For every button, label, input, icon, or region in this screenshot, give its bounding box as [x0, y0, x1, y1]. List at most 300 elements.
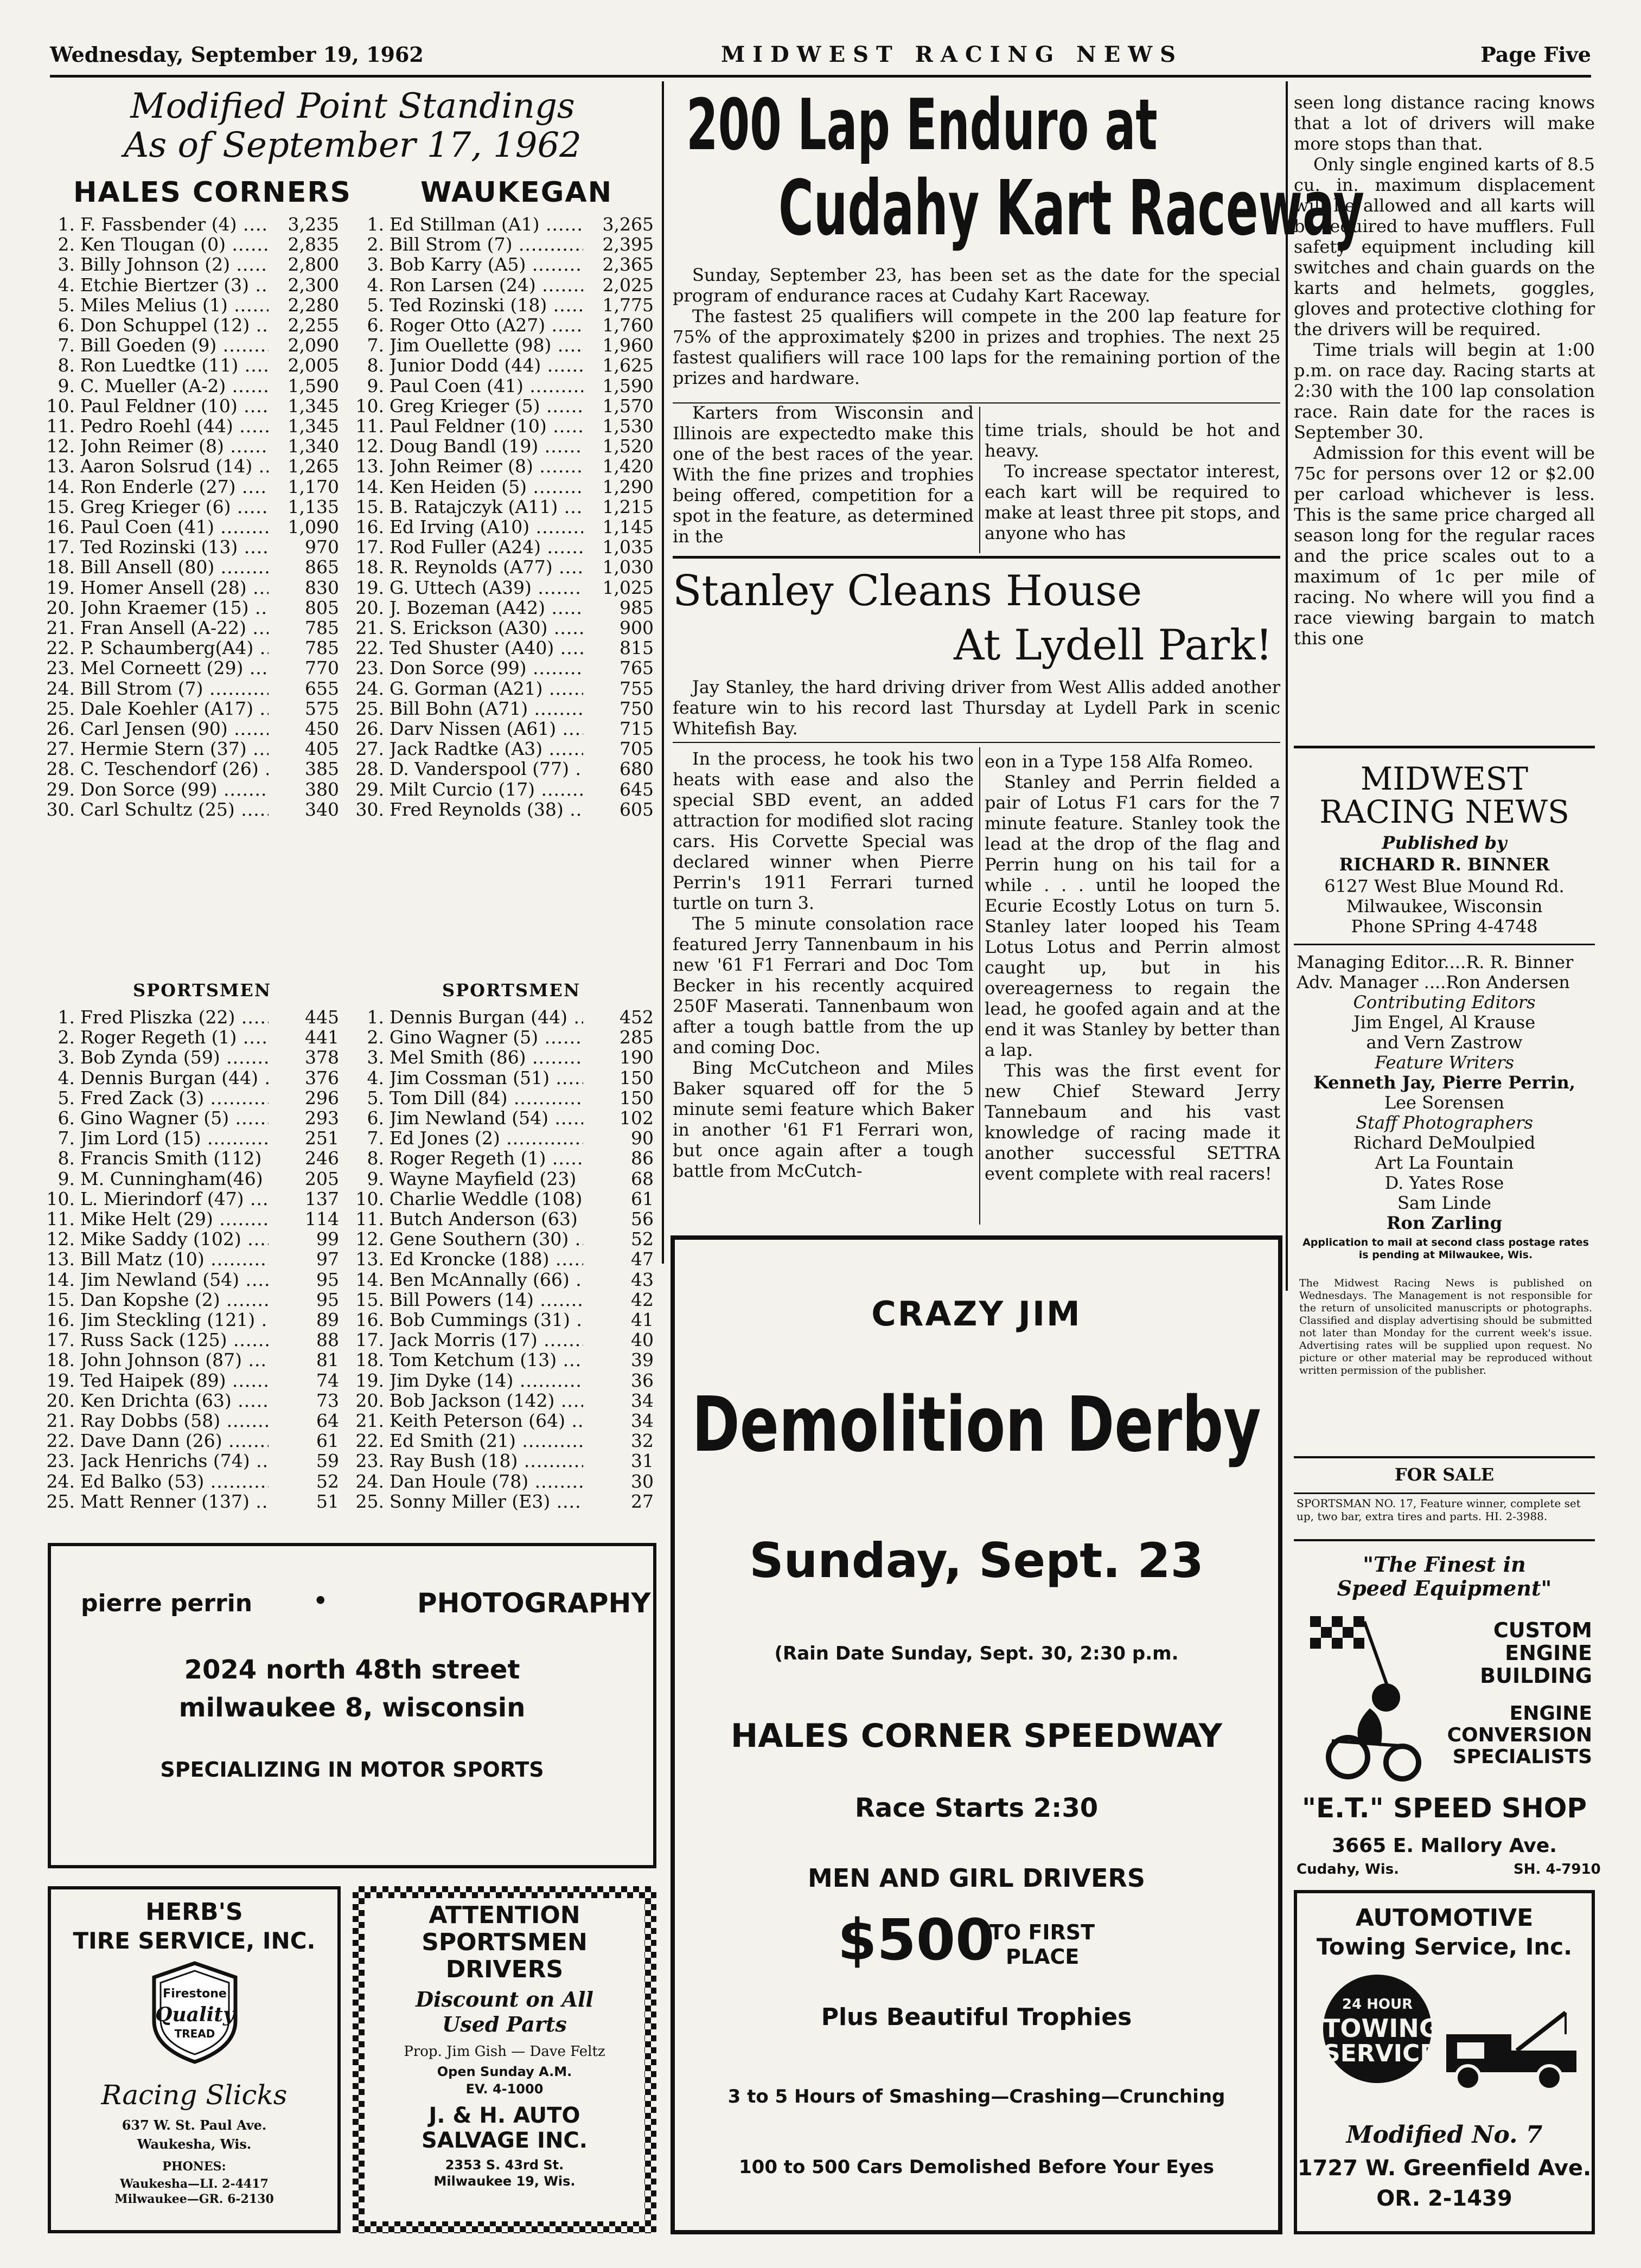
- stanley-col-a-1: In the process, he took his two heats with ease and also the special SBD event, an added attraction for modified slot racing cars. His Corvette Special was declared winner when Pierre Perrin's 1911 Ferrari turned turtle on turn 3.: [673, 748, 974, 913]
- firestone-badge-icon: [149, 1961, 241, 2064]
- standings-row: [353, 799, 654, 819]
- driver-points: 1,030: [602, 556, 654, 578]
- driver-points: 59: [316, 1450, 339, 1472]
- driver-name: John Reimer (8) .....: [390, 456, 583, 476]
- driver-points: 95: [316, 1289, 339, 1310]
- driver-name: Ray Dobbs (58) .....: [80, 1411, 269, 1431]
- standings-rank: 2.: [367, 1027, 384, 1048]
- driver-name: Ed Irving (A10) .....: [390, 517, 583, 537]
- driver-name: Mel Corneett (29) .....: [80, 658, 269, 678]
- quality-text: Quality: [155, 2003, 234, 2026]
- driver-points: 68: [631, 1168, 654, 1189]
- standings-row: [353, 1209, 654, 1229]
- standings-rank: 9.: [58, 375, 75, 396]
- driver-name: Don Sorce (99) .....: [80, 779, 269, 799]
- driver-name: Jack Morris (17) .....: [390, 1330, 583, 1350]
- driver-name: C. Mueller (A-2) .....: [80, 376, 269, 396]
- derby-title: Demolition Derby: [692, 1381, 1261, 1469]
- publisher-address: 6127 West Blue Mound Rd.: [1324, 876, 1565, 896]
- driver-points: 2,395: [602, 234, 654, 255]
- driver-points: 90: [631, 1127, 654, 1149]
- standings-row: [353, 1451, 654, 1471]
- driver-name: Fran Ansell (A-22) .....: [80, 618, 269, 638]
- perrin-name: pierre perrin: [81, 1590, 253, 1617]
- driver-points: 1,960: [602, 335, 654, 356]
- standings-row: [353, 436, 654, 456]
- standings-row: [43, 396, 339, 416]
- driver-name: John Kraemer (15) .....: [80, 598, 269, 618]
- standings-row: [43, 355, 339, 375]
- driver-name: Fred Reynolds (38) .....: [390, 799, 583, 819]
- driver-name: Bill Powers (14) .....: [390, 1290, 583, 1310]
- standings-rank: 3.: [58, 1047, 75, 1068]
- driver-points: 64: [316, 1410, 339, 1432]
- stanley-col-b-2: This was the first event for new Chief Steward Jerry Tannebaum and his vast knowledge of racing made it another successful SETTRA event complete with real racers!: [985, 1060, 1280, 1184]
- driver-name: Ron Larsen (24) .....: [390, 275, 583, 295]
- standings-rank: 15.: [46, 1289, 75, 1310]
- standings-rank: 28.: [46, 758, 75, 780]
- hales-sportsmen-list: [43, 1007, 339, 1511]
- derby-date: Sunday, Sept. 23: [749, 1533, 1204, 1588]
- towing-badge-3: SERVICE: [1323, 2040, 1436, 2067]
- standings-row: [353, 1169, 654, 1189]
- standings-row: [353, 1068, 654, 1088]
- standings-rank: 14.: [355, 476, 384, 497]
- driver-points: 47: [631, 1248, 654, 1270]
- driver-points: 605: [620, 798, 654, 820]
- standings-rank: 22.: [46, 637, 75, 659]
- adv-manager: Adv. Manager ....Ron Andersen: [1297, 972, 1570, 992]
- standings-rank: 6.: [367, 315, 384, 336]
- standings-row: [353, 1027, 654, 1047]
- standings-row: [43, 497, 339, 517]
- driver-points: 1,035: [602, 536, 654, 558]
- standings-row: [353, 517, 654, 537]
- standings-rank: 21.: [46, 1410, 75, 1432]
- driver-points: 95: [316, 1268, 339, 1290]
- driver-name: F. Fassbender (4) .....: [80, 214, 269, 234]
- driver-points: 1,775: [602, 294, 654, 316]
- standings-row: [353, 315, 654, 335]
- page-header: [50, 38, 1591, 71]
- enduro-lead: Sunday, September 23, has been set as the date for the special program of endurance races at Cudahy Kart Raceway.: [673, 265, 1280, 306]
- standings-rank: 11.: [355, 1208, 384, 1230]
- standings-row: [43, 598, 339, 618]
- driver-points: 150: [620, 1067, 654, 1088]
- driver-points: 900: [620, 617, 654, 639]
- standings-rank: 6.: [58, 1107, 75, 1129]
- driver-points: 1,145: [602, 516, 654, 538]
- standings-row: [43, 456, 339, 476]
- standings-rank: 1.: [58, 1007, 75, 1028]
- driver-name: Paul Coen (41) .....: [80, 517, 269, 537]
- standings-row: [353, 719, 654, 739]
- standings-rank: 9.: [58, 1168, 75, 1189]
- standings-title-1: Modified Point Standings: [130, 86, 575, 126]
- standings-rank: 16.: [355, 1309, 384, 1331]
- stanley-col-b-0: eon in a Type 158 Alfa Romeo.: [985, 751, 1254, 772]
- driver-points: 575: [305, 697, 339, 719]
- demolition-derby-ad: [671, 1235, 1282, 2234]
- standings-rank: 2.: [58, 1027, 75, 1048]
- for-sale-text: SPORTSMAN NO. 17, Feature winner, complete set up, two bar, extra tires and parts. HI. 2-3988.: [1297, 1497, 1581, 1523]
- driver-points: 89: [316, 1309, 339, 1331]
- herbs-tire-service: TIRE SERVICE, INC.: [73, 1927, 316, 1954]
- driver-name: Roger Regeth (1) .....: [80, 1027, 269, 1047]
- driver-name: Ken Heiden (5) .....: [390, 477, 583, 497]
- et-ad-rule: [1294, 1539, 1595, 1541]
- feature-1: Kenneth Jay, Pierre Perrin,: [1313, 1072, 1575, 1093]
- salvage-used-parts: Used Parts: [442, 2012, 567, 2036]
- standings-row: [43, 436, 339, 456]
- hales-heading: HALES CORNERS: [73, 176, 352, 209]
- standings-row: [43, 1128, 339, 1148]
- driver-points: 205: [305, 1168, 339, 1189]
- standings-rank: 25.: [355, 1490, 384, 1512]
- driver-name: Bill Goeden (9) .....: [80, 335, 269, 355]
- et-slogan-1: "The Finest in: [1363, 1552, 1526, 1577]
- bullet: •: [312, 1585, 329, 1617]
- standings-row: [353, 1290, 654, 1310]
- driver-points: 2,800: [288, 254, 339, 276]
- driver-name: Don Schuppel (12) .....: [80, 315, 269, 335]
- towing-badge-icon: [1323, 1975, 1440, 2083]
- standings-row: [353, 1471, 654, 1491]
- driver-points: 865: [305, 556, 339, 578]
- issue-date: Wednesday, September 19, 1962: [50, 42, 424, 67]
- contrib-label: Contributing Editors: [1353, 992, 1536, 1013]
- standings-rank: 19.: [355, 576, 384, 598]
- derby-venue: HALES CORNER SPEEDWAY: [730, 1717, 1223, 1755]
- standings-row: [43, 1391, 339, 1411]
- standings-row: [353, 1431, 654, 1451]
- driver-points: 86: [631, 1148, 654, 1169]
- stanley-col-rule: [979, 747, 980, 1225]
- standings-row: [43, 1370, 339, 1391]
- driver-name: Etchie Biertzer (3) .....: [80, 275, 269, 295]
- driver-name: Dennis Burgan (44) .....: [80, 1068, 269, 1088]
- driver-points: 3,235: [288, 214, 339, 235]
- masthead-name-1: MIDWEST: [1360, 760, 1529, 797]
- standings-row: [43, 1169, 339, 1189]
- enduro-col-b-2: To increase spectator interest, each kart will be required to make at least three pit stops, and anyone who has: [985, 461, 1280, 543]
- salvage-drivers: DRIVERS: [445, 1956, 564, 1983]
- driver-points: 2,280: [288, 294, 339, 316]
- standings-row: [353, 1370, 654, 1391]
- driver-name: Jack Henrichs (74) .....: [80, 1451, 269, 1471]
- et-city: Cudahy, Wis.: [1297, 1861, 1400, 1878]
- standings-row: [353, 1491, 654, 1511]
- masthead-mid-rule: [1294, 944, 1595, 945]
- driver-points: 1,590: [288, 375, 339, 396]
- perrin-specializing: SPECIALIZING IN MOTOR SPORTS: [160, 1758, 544, 1782]
- et-s1: CUSTOM: [1493, 1618, 1592, 1642]
- standings-row: [353, 1270, 654, 1290]
- standings-rank: 26.: [355, 718, 384, 740]
- standings-rank: 16.: [46, 1309, 75, 1331]
- driver-name: Jim Ouellette (98) .....: [390, 335, 583, 355]
- standings-rank: 11.: [46, 1208, 75, 1230]
- standings-title-2: As of September 17, 1962: [124, 125, 582, 165]
- staff-1: Richard DeMoulpied: [1353, 1132, 1536, 1153]
- driver-name: G. Uttech (A39) .....: [390, 578, 583, 598]
- et-s5: CONVERSION: [1447, 1724, 1592, 1746]
- standings-row: [353, 578, 654, 598]
- derby-prize-note-1: TO FIRST: [989, 1920, 1095, 1944]
- standings-row: [353, 295, 654, 315]
- driver-name: Bill Bohn (A71) .....: [390, 699, 583, 719]
- standings-row: [43, 1491, 339, 1511]
- standings-rank: 5.: [367, 1087, 384, 1109]
- driver-name: Doug Bandl (19) .....: [390, 436, 583, 456]
- standings-rank: 26.: [46, 718, 75, 740]
- standings-row: [353, 234, 654, 254]
- standings-row: [353, 658, 654, 678]
- standings-rank: 12.: [355, 435, 384, 457]
- herbs-phone-1: Waukesha—LI. 2-4417: [120, 2177, 269, 2191]
- driver-points: 52: [316, 1470, 339, 1492]
- stanley-rule: [673, 742, 1280, 743]
- driver-points: 1,090: [288, 516, 339, 538]
- standings-rank: 15.: [355, 1289, 384, 1310]
- standings-row: [353, 1148, 654, 1168]
- driver-points: 73: [316, 1389, 339, 1411]
- driver-points: 1,025: [602, 576, 654, 598]
- standings-rank: 29.: [355, 778, 384, 800]
- standings-rank: 10.: [46, 395, 75, 417]
- driver-name: B. Ratajczyk (A11) .....: [390, 497, 583, 517]
- driver-name: Miles Melius (1) .....: [80, 295, 269, 315]
- driver-name: Darv Nissen (A61) .....: [390, 719, 583, 739]
- derby-cars: 100 to 500 Cars Demolished Before Your Eyes: [739, 2156, 1214, 2178]
- driver-name: Sonny Miller (E3) .....: [390, 1491, 583, 1511]
- standings-rank: 2.: [58, 234, 75, 255]
- salvage-name-2: SALVAGE INC.: [422, 2128, 588, 2153]
- perrin-address-1: 2024 north 48th street: [184, 1655, 520, 1685]
- standings-rank: 30.: [355, 798, 384, 820]
- standings-rank: 15.: [46, 496, 75, 517]
- standings-rank: 17.: [46, 1329, 75, 1351]
- towing-phone: OR. 2-1439: [1376, 2186, 1512, 2211]
- herbs-phones-label: PHONES:: [162, 2160, 226, 2174]
- publisher: RICHARD R. BINNER: [1339, 854, 1550, 875]
- driver-points: 30: [631, 1470, 654, 1492]
- driver-points: 97: [316, 1248, 339, 1270]
- driver-name: Ed Smith (21) .....: [390, 1431, 583, 1451]
- salvage-name-1: J. & H. AUTO: [429, 2103, 580, 2128]
- header-rule: [50, 75, 1591, 78]
- driver-name: Carl Schultz (25) .....: [80, 799, 269, 819]
- driver-points: 251: [305, 1127, 339, 1149]
- standings-row: [353, 1047, 654, 1067]
- standings-rank: 3.: [367, 1047, 384, 1068]
- driver-points: 1,420: [602, 456, 654, 477]
- et-s6: SPECIALISTS: [1452, 1746, 1592, 1768]
- contrib-1: Jim Engel, Al Krause: [1353, 1012, 1536, 1033]
- article-divider: [673, 556, 1280, 559]
- standings-rank: 2.: [367, 234, 384, 255]
- standings-rank: 23.: [355, 657, 384, 679]
- driver-name: Greg Krieger (5) .....: [390, 396, 583, 416]
- standings-row: [353, 779, 654, 799]
- page-number: Page Five: [1480, 42, 1591, 67]
- enduro-r3: Time trials will begin at 1:00 p.m. on race day. Racing starts at 2:30 with the 100 lap consolation race. Rain date for the races is September 30.: [1294, 339, 1595, 443]
- standings-row: [353, 739, 654, 759]
- driver-points: 645: [620, 778, 654, 800]
- standings-rank: 8.: [58, 355, 75, 376]
- driver-points: 1,520: [602, 435, 654, 457]
- standings-rank: 11.: [355, 415, 384, 437]
- standings-rank: 20.: [355, 1389, 384, 1411]
- driver-name: Dan Houle (78) .....: [390, 1471, 583, 1491]
- standings-row: [43, 1290, 339, 1310]
- driver-points: 285: [620, 1027, 654, 1048]
- standings-row: [353, 456, 654, 476]
- driver-name: Ray Bush (18) .....: [390, 1451, 583, 1471]
- standings-rank: 25.: [355, 697, 384, 719]
- stanley-intro: [673, 677, 1280, 739]
- standings-rank: 13.: [355, 456, 384, 477]
- staff-2: Art La Fountain: [1375, 1152, 1514, 1173]
- standings-rank: 23.: [46, 1450, 75, 1472]
- driver-points: 2,300: [288, 274, 339, 296]
- standings-rank: 19.: [355, 1369, 384, 1391]
- driver-points: 81: [316, 1349, 339, 1371]
- standings-row: [353, 759, 654, 779]
- standings-row: [43, 1189, 339, 1209]
- driver-name: Mike Helt (29) .....: [80, 1209, 269, 1229]
- towing-ad: [1294, 1890, 1595, 2234]
- standings-row: [43, 799, 339, 819]
- standings-row: [353, 497, 654, 517]
- driver-points: 2,255: [288, 315, 339, 336]
- standings-row: [43, 1148, 339, 1168]
- standings-rank: 20.: [46, 1389, 75, 1411]
- driver-points: 441: [305, 1027, 339, 1048]
- driver-points: 376: [305, 1067, 339, 1088]
- standings-row: [43, 1108, 339, 1128]
- hales-sportsmen-heading: SPORTSMEN: [133, 980, 272, 1001]
- standings-row: [43, 1431, 339, 1451]
- standings-row: [43, 275, 339, 295]
- herbs-name: HERB'S: [145, 1898, 243, 1926]
- driver-points: 102: [620, 1107, 654, 1129]
- standings-rank: 5.: [367, 294, 384, 316]
- standings-rank: 30.: [46, 798, 75, 820]
- et-services-2: [1424, 1703, 1592, 1768]
- driver-name: Ed Stillman (A1) .....: [390, 214, 583, 234]
- enduro-col-b-1: time trials, should be hot and heavy.: [985, 420, 1280, 461]
- standings-rank: 8.: [367, 1148, 384, 1169]
- driver-name: Junior Dodd (44) .....: [390, 355, 583, 375]
- staff-label: Staff Photographers: [1356, 1112, 1533, 1133]
- standings-row: [43, 335, 339, 355]
- for-sale-rule: [1294, 1456, 1595, 1458]
- driver-name: Bill Ansell (80) .....: [80, 557, 269, 577]
- driver-name: Mike Saddy (102) .....: [80, 1229, 269, 1249]
- tread-text: TREAD: [174, 2027, 215, 2040]
- driver-points: 41: [631, 1309, 654, 1331]
- driver-name: Charlie Weddle (108) .....: [390, 1189, 583, 1209]
- enduro-p2: The fastest 25 qualifiers will compete in the 200 lap feature for 75% of the approximately $200 in prizes and trophies. The next 25 fastest qualifiers will race 100 laps for the remaining portion of the prizes and hardware.: [673, 306, 1280, 388]
- driver-name: C. Teschendorf (26) .....: [80, 759, 269, 779]
- salvage-open: Open Sunday A.M.: [437, 2064, 572, 2079]
- driver-points: 34: [631, 1410, 654, 1432]
- staff-3: D. Yates Rose: [1384, 1173, 1504, 1193]
- standings-row: [43, 1249, 339, 1269]
- contrib-2: and Vern Zastrow: [1366, 1032, 1523, 1053]
- standings-rank: 18.: [46, 556, 75, 578]
- standings-row: [43, 315, 339, 335]
- driver-name: Ken Tlougan (0) .....: [80, 234, 269, 254]
- standings-row: [43, 1270, 339, 1290]
- driver-name: Don Sorce (99) .....: [390, 658, 583, 678]
- publisher-phone: Phone SPring 4-4748: [1351, 916, 1538, 937]
- et-s4: ENGINE: [1509, 1702, 1592, 1725]
- stanley-col-a: [673, 748, 974, 1181]
- standings-rank: 14.: [46, 1268, 75, 1290]
- towing-badge-1: 24 HOUR: [1342, 1996, 1413, 2013]
- feature-label: Feature Writers: [1375, 1052, 1514, 1073]
- salvage-ad: [353, 1886, 656, 2233]
- derby-start: Race Starts 2:30: [854, 1793, 1099, 1823]
- driver-points: 31: [631, 1450, 654, 1472]
- standings-rank: 4.: [367, 1067, 384, 1088]
- standings-row: [43, 234, 339, 254]
- staff-5: Ron Zarling: [1386, 1213, 1503, 1233]
- standings-rank: 17.: [46, 536, 75, 558]
- driver-points: 1,345: [288, 395, 339, 417]
- driver-points: 715: [620, 718, 654, 740]
- driver-points: 1,760: [602, 315, 654, 336]
- standings-row: [353, 1330, 654, 1350]
- driver-name: Jim Steckling (121) .....: [80, 1310, 269, 1330]
- waukegan-heading: WAUKEGAN: [420, 176, 613, 209]
- standings-row: [43, 719, 339, 739]
- standings-rank: 18.: [46, 1349, 75, 1371]
- standings-row: [43, 1068, 339, 1088]
- waukegan-standings-list: [353, 214, 654, 819]
- towing-address: 1727 W. Greenfield Ave.: [1297, 2156, 1592, 2181]
- driver-points: 2,835: [288, 234, 339, 255]
- standings-row: [353, 618, 654, 638]
- driver-points: 42: [631, 1289, 654, 1310]
- tow-truck-icon: [1435, 2002, 1587, 2094]
- enduro-r4: Admission for this event will be 75c for persons over 12 or $2.00 per carload whichever is less. This is the same price charged all season long for the regular races and the price scales out to a maximum of 1c per mile of racing. No where will you find a race viewing bargain to match this one: [1294, 443, 1595, 649]
- standings-rank: 8.: [58, 1148, 75, 1169]
- standings-rank: 25.: [46, 697, 75, 719]
- standings-row: [43, 638, 339, 658]
- standings-rank: 20.: [46, 597, 75, 618]
- standings-rank: 9.: [367, 1168, 384, 1189]
- driver-name: Dennis Burgan (44) .....: [390, 1007, 583, 1027]
- driver-name: John Reimer (8) .....: [80, 436, 269, 456]
- standings-row: [43, 1330, 339, 1350]
- driver-name: Ted Haipek (89) .....: [80, 1370, 269, 1391]
- standings-row: [43, 759, 339, 779]
- standings-row: [353, 598, 654, 618]
- driver-points: 293: [305, 1107, 339, 1129]
- standings-rank: 12.: [46, 435, 75, 457]
- driver-name: Ted Rozinski (13) .....: [80, 537, 269, 557]
- derby-hours: 3 to 5 Hours of Smashing—Crashing—Crunching: [727, 2086, 1225, 2107]
- driver-name: Jim Cossman (51) .....: [390, 1068, 583, 1088]
- standings-rank: 1.: [367, 214, 384, 235]
- enduro-r1: seen long distance racing knows that a lot of drivers will make more stops than that.: [1294, 92, 1595, 154]
- derby-rain-date: (Rain Date Sunday, Sept. 30, 2:30 p.m.: [774, 1643, 1179, 1664]
- et-address: 3665 E. Mallory Ave.: [1332, 1835, 1557, 1857]
- driver-name: Wayne Mayfield (23) .....: [390, 1169, 583, 1189]
